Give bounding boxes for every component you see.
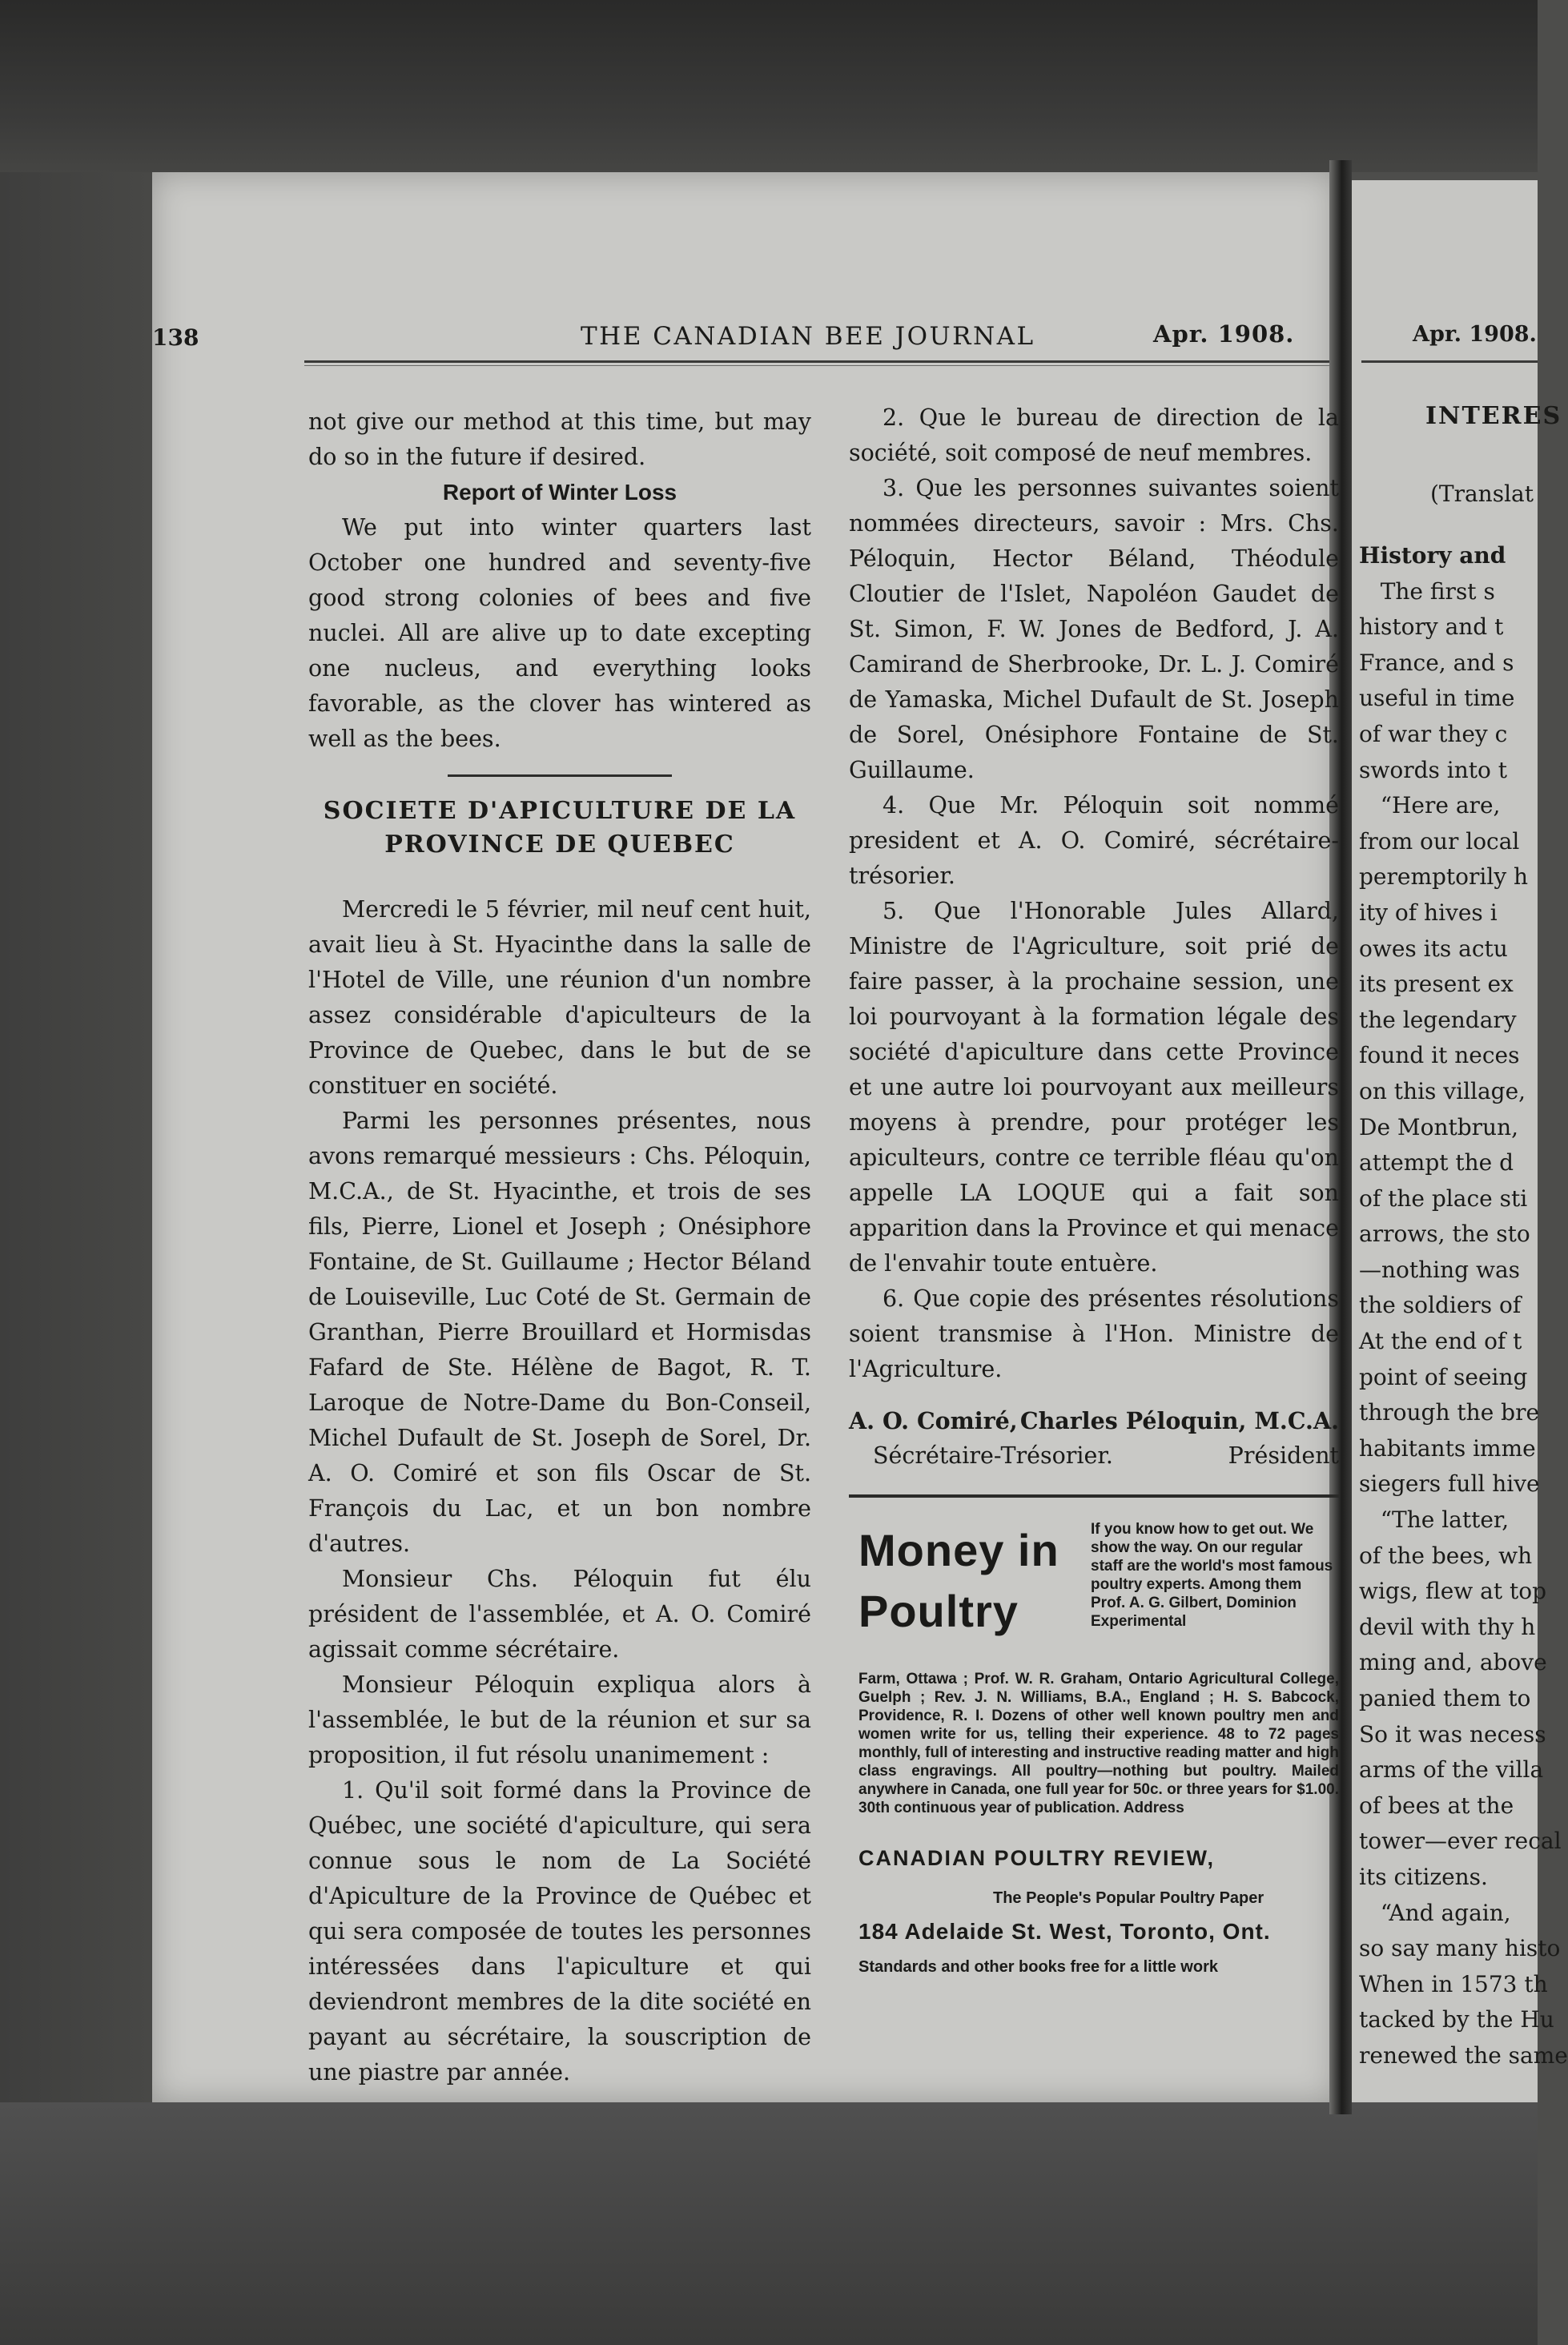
signature-secretary-title: Sécrétaire-Trésorier. [873, 1442, 1113, 1469]
facing-page-line: panied them to [1359, 1685, 1531, 1711]
left-column [308, 404, 811, 2090]
facing-page-line: of the place sti [1359, 1185, 1528, 1212]
advertisement-logo-line1: Money in [858, 1525, 1059, 1575]
facing-page-subheading: (Translat [1430, 481, 1534, 507]
resolution-4: 4. Que Mr. Péloquin soit nommé president et A. O. Comiré, sécrétaire-trésorier. [849, 792, 1339, 889]
facing-page-line: arms of the villa [1359, 1756, 1544, 1784]
signature-titles [873, 1438, 1339, 1474]
facing-page-line: France, and s [1359, 649, 1514, 676]
facing-page-line: attempt the d [1359, 1149, 1514, 1177]
background-left [0, 172, 152, 2102]
election-paragraph: Monsieur Chs. Péloquin fut élu président de l'assemblée, et A. O. Comiré agissait comme sécrétaire. [308, 1566, 811, 1663]
resolution-2: 2. Que le bureau de direction de la société, soit composé de neuf membres. [849, 404, 1339, 466]
facing-page-line: of the bees, wh [1359, 1542, 1533, 1569]
signature-names [849, 1403, 1339, 1438]
facing-page-line: history and t [1359, 613, 1504, 641]
facing-page-line: renewed the same [1359, 2041, 1568, 2069]
header-rule [304, 360, 1329, 363]
facing-page-line: so say many histo [1359, 1935, 1561, 1962]
facing-page-line: peremptorily h [1359, 863, 1529, 891]
advertisement-publication-name: CANADIAN POULTRY REVIEW, [858, 1846, 1216, 1870]
facing-page-line: on this village, [1359, 1077, 1526, 1104]
advertisement-body: Farm, Ottawa ; Prof. W. R. Graham, Ontario Agricultural College, Guelph ; Rev. J. N. Williams, B.A., England ; H. S. Babcock, Providence, R. I. Dozens of other well known poultry men and women write for us, telling their experience. 48 to 72 pages monthly, full of interesting and instructive reading matter and high class engravings. All poultry—nothing but poultry. Mailed anywhere in Canada, one full year for 50c. or three years for $1.00. 30th continuous year of publication. Address [858, 1671, 1339, 1816]
advertisement-intro: If you know how to get out. We show the way. On our regular staff are the world's most famous poultry experts. Among them Prof. A. G. Gilbert, Dominion Experimental [1091, 1521, 1333, 1630]
facing-page-line: its present ex [1359, 971, 1514, 998]
facing-page-line: devil with thy h [1359, 1613, 1536, 1640]
background-top [0, 0, 1538, 172]
facing-page-line: “And again, [1359, 1899, 1511, 1926]
facing-page-line: So it was necess [1359, 1720, 1546, 1748]
right-column [849, 400, 1339, 1976]
facing-page-line: habitants imme [1359, 1434, 1536, 1462]
society-title [308, 794, 811, 862]
facing-page-line: of war they c [1359, 720, 1508, 747]
facing-page-line: the soldiers of [1359, 1292, 1522, 1319]
advertisement-logo [858, 1520, 1059, 1642]
advertisement-tagline: The People's Popular Poultry Paper [993, 1889, 1264, 1907]
signature-president-name: Charles Péloquin, M.C.A. [1019, 1407, 1339, 1434]
facing-page-line: tower—ever recal [1359, 1828, 1562, 1855]
facing-page-line: useful in time [1359, 685, 1515, 712]
facing-page-rule [1361, 360, 1538, 363]
facing-page-line: At the end of t [1359, 1328, 1522, 1355]
meeting-paragraph: Mercredi le 5 février, mil neuf cent huit, avait lieu à St. Hyacinthe dans la salle de l'Hotel de Ville, une réunion d'un nombre assez considérable d'apiculteurs de la Province de Quebec, dans le but de se constituer en société. [308, 896, 811, 1099]
facing-page-line: point of seeing [1359, 1363, 1528, 1390]
facing-page-date: Apr. 1908. [1413, 322, 1537, 347]
advertisement-standards: Standards and other books free for a little work [858, 1958, 1218, 1976]
purpose-paragraph: Monsieur Péloquin expliqua alors à l'assemblée, le but de la réunion et sur sa proposition, il fut résolu unanimement : [308, 1671, 811, 1768]
facing-page-line: De Montbrun, [1359, 1113, 1519, 1140]
facing-page-line: its citizens. [1359, 1863, 1488, 1890]
report-heading: Report of Winter Loss [442, 480, 677, 505]
facing-page-heading: INTERES [1425, 402, 1562, 430]
facing-page-text [1359, 538, 1568, 2074]
journal-title: THE CANADIAN BEE JOURNAL [581, 322, 1035, 351]
facing-page-line: tacked by the Hu [1359, 2006, 1554, 2033]
facing-page-line: History and [1359, 542, 1506, 569]
society-title-line1: SOCIETE D'APICULTURE DE LA [323, 797, 797, 825]
resolution-6: 6. Que copie des présentes résolutions soient transmise à l'Hon. Ministre de l'Agriculture. [849, 1285, 1339, 1382]
signature-president-title: Président [1228, 1442, 1339, 1469]
facing-page-line: When in 1573 th [1359, 1970, 1548, 1997]
facing-page-line: siegers full hive [1359, 1470, 1540, 1498]
facing-page-line: “Here are, [1359, 792, 1501, 819]
signature-secretary-name: A. O. Comiré, [849, 1407, 1018, 1434]
facing-page-line: through the bre [1359, 1399, 1540, 1426]
facing-page-line: owes its actu [1359, 935, 1508, 962]
report-text: We put into winter quarters last October one hundred and seventy-five good strong colonies of bees and five nuclei. All are alive up to date excepting one nucleus, and everything looks favorable, as the clover has wintered as well as the bees. [308, 514, 811, 752]
section-divider [448, 774, 672, 777]
advertisement-rule [849, 1494, 1339, 1498]
facing-page-line: arrows, the sto [1359, 1221, 1530, 1248]
resolution-3: 3. Que les personnes suivantes soient nommées directeurs, savoir : Mrs. Chs. Péloquin, Hector Béland, Théodule Cloutier de l'Islet, Napoléon Gaudet de St. Simon, F. W. Jones de Bedford, J. A. Camirand de Sherbrooke, Dr. L. J. Comiré de Yamaska, Michel Dufault de St. Joseph de Sorel, Onésiphore Fontaine de St. Guillaume. [849, 475, 1339, 783]
facing-page-line: from our local [1359, 827, 1520, 855]
resolution-1: 1. Qu'il soit formé dans la Province de Québec, une société d'apiculture, qui sera connue sous le nom de La Société d'Apiculture de la Province de Québec et qui sera composée de toutes les personnes intéressées dans l'apiculture et qui deviendront membres de la dite société en payant au sécrétaire, la souscription de une piastre par année. [308, 1777, 811, 2086]
background-bottom [0, 2102, 1538, 2345]
facing-page-line: “The latter, [1359, 1506, 1510, 1534]
header-rule-thin [304, 365, 1329, 366]
attendees-paragraph: Parmi les personnes présentes, nous avons remarqué messieurs : Chs. Péloquin, M.C.A., de St. Hyacinthe, et trois de ses fils, Pierre, Lionel et Joseph ; Onésiphore Fontaine, de St. Guillaume ; Hector Béland de Louiseville, Luc Coté de St. Germain de Granthan, Pierre Brouillard et Hormisdas Fafard de Ste. Hélène de Bagot, R. T. Laroque de Notre-Dame du Bon-Conseil, Michel Dufault de St. Joseph de Sorel, Dr. A. O. Comiré et son fils Oscar de St. François du Lac, et un bon nombre d'autres. [308, 1108, 811, 1557]
facing-page-line: wigs, flew at top [1359, 1578, 1547, 1605]
opening-text: not give our method at this time, but may do so in the future if desired. [308, 408, 811, 470]
society-title-line2: PROVINCE DE QUEBEC [384, 831, 735, 859]
facing-page-line: The first s [1359, 577, 1495, 605]
facing-page-line: swords into t [1359, 756, 1508, 783]
advertisement-address: 184 Adelaide St. West, Toronto, Ont. [858, 1919, 1271, 1944]
poultry-advertisement [849, 1520, 1339, 1976]
facing-page-line: —nothing was [1359, 1256, 1521, 1283]
facing-page-line: the legendary [1359, 1006, 1517, 1033]
page-number: 138 [152, 324, 199, 351]
facing-page-line: ming and, above [1359, 1649, 1547, 1676]
resolution-5: 5. Que l'Honorable Jules Allard, Ministre de l'Agriculture, soit prié de faire passer, à la prochaine session, une loi pourvoyant à la formation légale des société d'apiculture dans cette Province et une autre loi pourvoyant aux meilleurs moyens à prendre, pour protéger les apiculteurs, contre ce terrible fléau qu'on appelle LA LOQUE qui a fait son apparition dans la Province et qui menace de l'envahir toute entuère. [849, 898, 1339, 1277]
facing-page-line: found it neces [1359, 1042, 1520, 1069]
advertisement-logo-line2: Poultry [858, 1586, 1019, 1636]
facing-page-line: ity of hives i [1359, 899, 1498, 926]
facing-page-line: of bees at the [1359, 1792, 1514, 1819]
header-date: Apr. 1908. [1153, 320, 1295, 348]
